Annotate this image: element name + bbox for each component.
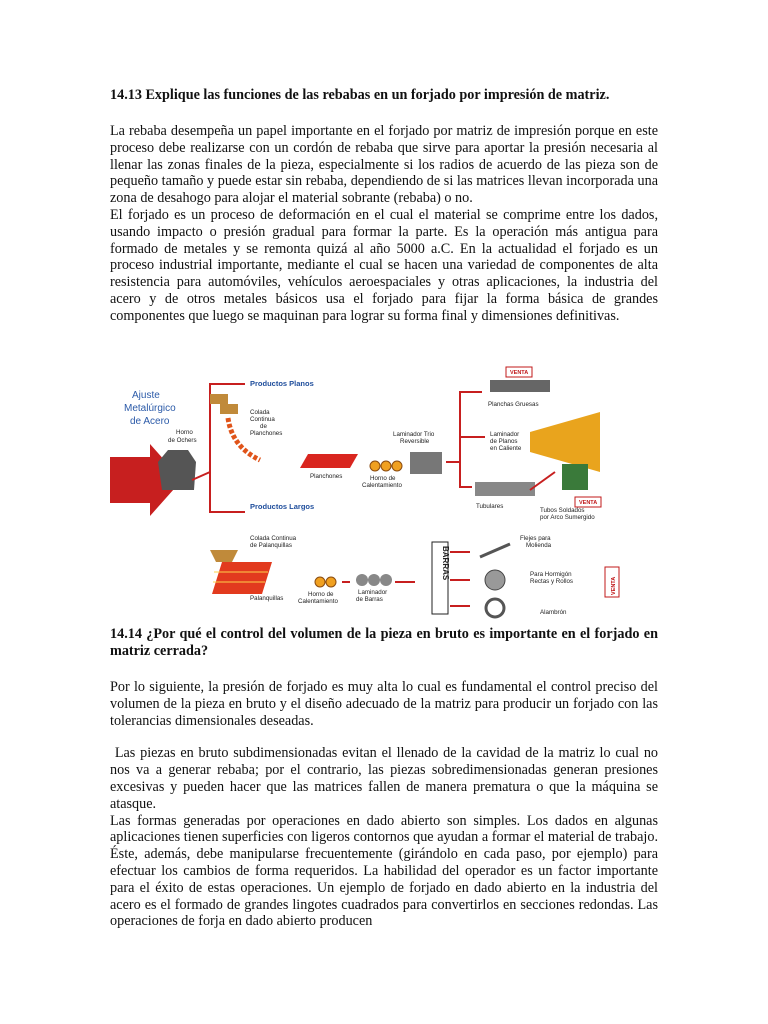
casting-strand: [228, 418, 260, 460]
horno-ocheers-1: Horno: [176, 429, 193, 436]
ajuste-line-2: Metalúrgico: [124, 403, 176, 414]
horno-calentamiento-1b: Calentamiento: [362, 482, 402, 489]
horno-calentamiento-2b: Calentamiento: [298, 598, 338, 605]
laminador-barras-2: de Barras: [356, 596, 383, 603]
tubos-soldados-1: Tubos Soldados: [540, 507, 585, 514]
flejes-molienda-1: Flejes para: [520, 535, 551, 542]
laminador-planos-2: de Planos: [490, 438, 518, 445]
planchas-gruesas-label: Planchas Gruesas: [488, 401, 539, 408]
wire-rod-icon: [486, 599, 504, 617]
barras-label: BARRAS: [441, 546, 450, 581]
question-14-14-title: 14.14 ¿Por qué el control del volumen de la pieza en bruto es importante en el forjado en matriz cerrada?: [110, 626, 658, 659]
laminador-barras-1: Laminador: [358, 589, 388, 596]
oxygen-furnace-icon: [158, 450, 196, 490]
tubulares-label: Tubulares: [476, 503, 504, 510]
alambron-label: Alambrón: [540, 609, 567, 616]
productos-largos-label: Productos Largos: [250, 502, 315, 511]
productos-planos-label: Productos Planos: [250, 379, 314, 388]
colada-planchones-1: Colada: [250, 409, 270, 416]
flat-bars-icon: [480, 544, 510, 557]
tubulars-icon: [475, 482, 535, 496]
trio-mill-icon: [410, 452, 442, 474]
welded-tubes-icon: [562, 464, 588, 490]
laminador-trio-1: Laminador Trio: [393, 431, 435, 438]
reheat-furnace-2-icon: [315, 577, 336, 587]
ladle-icon: [210, 550, 238, 562]
ajuste-line-3: de Acero: [130, 416, 170, 427]
hormigon-1: Para Hormigón: [530, 571, 572, 578]
horno-calentamiento-2a: Horno de: [308, 591, 334, 598]
hormigon-2: Rectas y Rollos: [530, 578, 573, 585]
colada-planchones-2: Continua: [250, 416, 275, 423]
question-14-13-title: 14.13 Explique las funciones de las rebabas en un forjado por impresión de matriz.: [110, 87, 610, 103]
rebar-coil-icon: [485, 570, 505, 590]
laminador-planos-3: en Caliente: [490, 445, 522, 452]
palanquillas-label: Palanquillas: [250, 595, 284, 602]
venta-text: VENTA: [611, 576, 617, 595]
question-14-14-body: [110, 679, 662, 930]
tubos-soldados-2: por Arco Sumergido: [540, 514, 595, 521]
colada-palanquillas-2: de Palanquillas: [250, 542, 292, 549]
paragraph: El forjado es un proceso de deformación en el cual el material se comprime entre los dados, usando impacto o presión gradual para formar la parte. Es la operación más antigua para formado de metales y se remonta quizá al año 5000 a.C. En la actualidad el forjado es un proceso industrial importante, mediante el cual se hacen una variedad de componentes de alta resistencia para automóviles, vehículos aeroespaciales y otras aplicaciones, la industria del acero y de otros metales básicos usa el forjado para fijar la forma básica de grandes componentes que luego se maquinan para lograr su forma final y dimensiones definitivas.: [110, 206, 658, 324]
flejes-molienda-2: Molienda: [526, 542, 552, 549]
horno-ocheers-2: de Ochers: [168, 437, 197, 444]
venta-text: VENTA: [579, 500, 598, 506]
ajuste-line-1: Ajuste: [132, 390, 160, 401]
paragraph: Por lo siguiente, la presión de forjado es muy alta lo cual es fundamental el control preciso del volumen de la pieza en bruto y el diseño adecuado de la matriz para producir un forjado con las tolerancias dimensionales deseadas.: [110, 679, 658, 729]
heavy-plates-icon: [490, 380, 550, 392]
steel-process-diagram: [110, 362, 658, 622]
reheat-furnace-1-icon: [370, 461, 402, 471]
colada-planchones-3: de: [260, 423, 267, 430]
paragraph: Las piezas en bruto subdimensionadas evitan el llenado de la cavidad de la matriz lo cual no nos va a generar rebaba; por el contrario, las piezas sobredimensionadas generan presiones excesivas y pueden hacer que las matrices fallen de manera prematura o que la máquina se atasque.: [110, 745, 662, 812]
connector-line: [210, 472, 245, 512]
laminador-planos-1: Laminador: [490, 431, 520, 438]
paragraph: La rebaba desempeña un papel importante en el forjado por matriz de impresión porque en este proceso debe realizarse con un cordón de rebaba que sirve para aportar la presión necesaria al llenar las zonas finales de la pieza, especialmente si los radios de acuerdo de las pieza son de pequeño tamaño y puede estar sin rebaba, dependiendo de si las matrices llevan incorporada una zona de desahogo para alojar el material sobrante (rebaba) o no.: [110, 123, 658, 207]
planchones-label: Planchones: [310, 473, 343, 480]
ladle-icon: [210, 394, 238, 414]
colada-palanquillas-1: Colada Continua: [250, 535, 297, 542]
billets-icon: [212, 562, 272, 594]
process-flow-svg: [110, 362, 658, 622]
colada-planchones-4: Planchones: [250, 430, 283, 437]
connector-line: [460, 462, 472, 487]
paragraph: Las formas generadas por operaciones en dado abierto son simples. Los dados en algunas aplicaciones tienen superficies con ligeros contornos que ayudan a formar el material de trabajo. Éste, además, debe manipularse frecuentemente (girándolo en cada paso, por ejemplo) para efectuar los cambios de forma requeridos. La habilidad del operador es un factor importante para el éxito de estas operaciones. Un ejemplo de forjado en dado abierto en la industria del acero es el formado de grandes lingotes cuadrados para convertirlos en secciones redondas. Las operaciones de forja en dado abierto producen: [110, 812, 658, 930]
venta-text: VENTA: [510, 370, 529, 376]
bar-mill-icon: [356, 574, 392, 586]
question-14-13-body: [110, 123, 658, 325]
laminador-trio-2: Reversible: [400, 438, 430, 445]
hot-strip-arrow: [530, 412, 600, 472]
slab-icon: [300, 454, 358, 468]
connector-line: [530, 472, 555, 490]
connector-line: [446, 392, 482, 462]
horno-calentamiento-1a: Horno de: [370, 475, 396, 482]
